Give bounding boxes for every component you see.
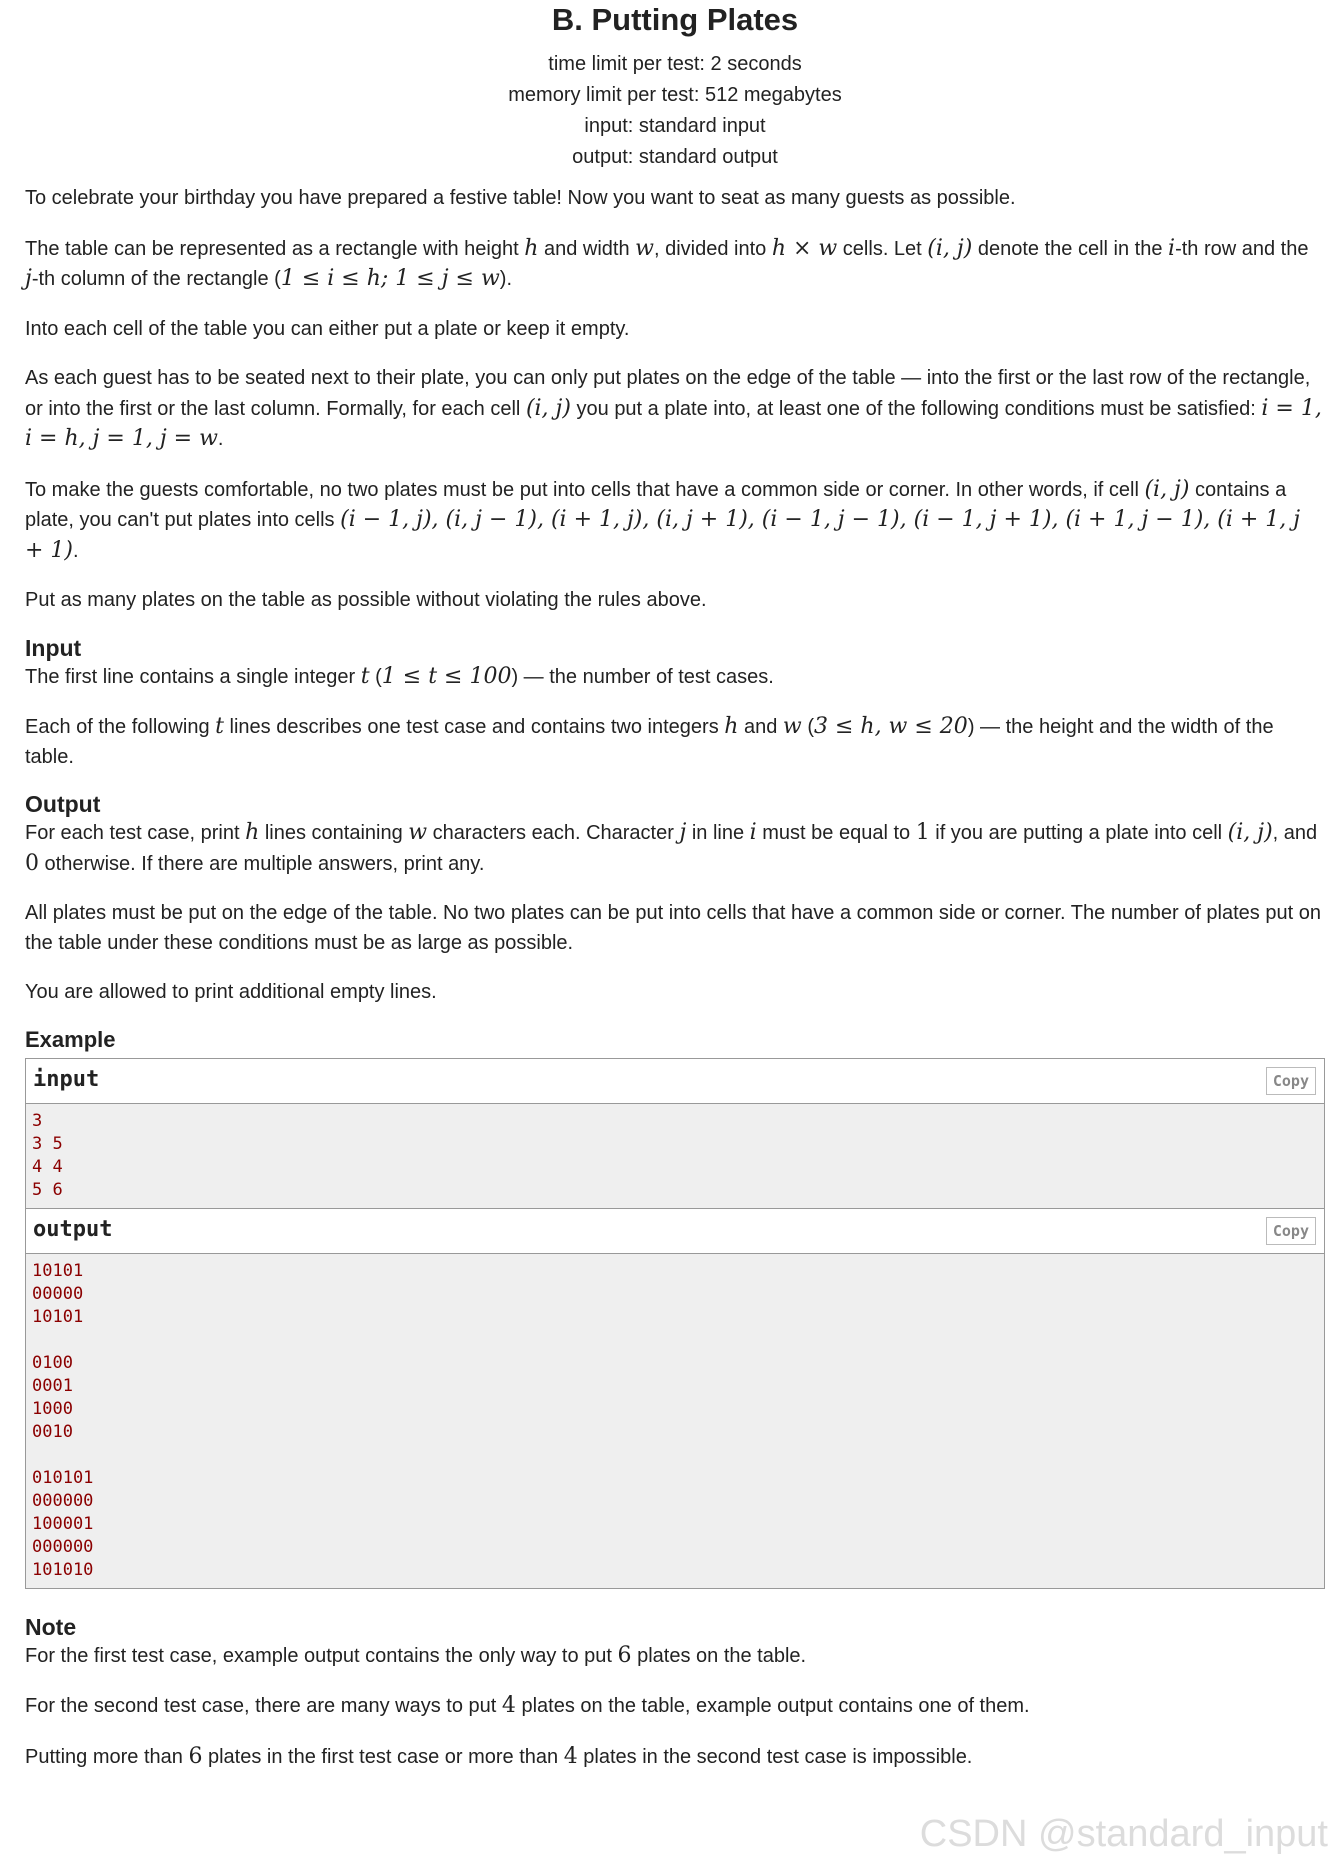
input-paragraph-2: Each of the following t lines describes one test case and contains two integers h and w (3 ≤ h, w ≤ 20) — the height and the width of the table. [25, 714, 1274, 768]
statement-paragraph-1: To celebrate your birthday you have prepared a festive table! Now you want to seat as many guests as possible. [25, 187, 1016, 209]
sample-output-line: 101010 [32, 1559, 94, 1580]
copy-input-button[interactable]: Copy [1266, 1067, 1316, 1095]
math-cell-ij: (i, j) [1144, 476, 1190, 502]
math-four: 4 [501, 1693, 516, 1718]
math-t: t [215, 714, 224, 739]
statement-paragraph-6: Put as many plates on the table as possible without violating the rules above. [25, 589, 707, 611]
input-paragraph-1: The first line contains a single integer t (1 ≤ t ≤ 100) — the number of test cases. [25, 663, 774, 689]
math-h: h [524, 235, 539, 261]
sample-output-line: 0100 [32, 1352, 73, 1373]
output-target: output: standard output [572, 146, 778, 168]
legend [25, 184, 1325, 616]
math-h: h [724, 714, 739, 739]
watermark: CSDN @standard_input [919, 1813, 1328, 1855]
sample-output-line: 0001 [32, 1375, 73, 1396]
input-source: input: standard input [584, 115, 766, 137]
sample-tests [25, 1026, 1325, 1589]
sample-output-line: 00000 [32, 1283, 84, 1304]
sample-output-line: 10101 [32, 1260, 84, 1281]
copy-output-button[interactable]: Copy [1266, 1217, 1316, 1245]
output-paragraph-2: All plates must be put on the edge of the table. No two plates can be put into cells that have a common side or corner. The number of plates put on the table under these conditions must be as large as possible. [25, 902, 1321, 954]
math-four: 4 [563, 1743, 578, 1769]
output-paragraph-3: You are allowed to print additional empty lines. [25, 981, 437, 1003]
output-paragraph-1: For each test case, print h lines containing w characters each. Character j in line i must be equal to 1 if you are putting a plate into cell (i, j), and 0 otherwise. If there are multiple answers, print any. [25, 820, 1318, 876]
sample-output-content [26, 1254, 1324, 1588]
note-paragraph-1: For the first test case, example output contains the only way to put 6 plates on the table. [25, 1642, 807, 1668]
example-title: Example [25, 1026, 116, 1052]
sample-test [25, 1058, 1325, 1589]
math-i: i [749, 820, 757, 845]
input-section-title: Input [25, 634, 82, 661]
sample-output-line: 010101 [32, 1467, 94, 1488]
math-j: j [679, 820, 687, 845]
sample-output-line: 000000 [32, 1490, 94, 1511]
sample-input-line: 3 5 [32, 1133, 63, 1154]
sample-output-label: output [33, 1216, 113, 1242]
math-w: w [782, 714, 802, 739]
sample-output-header [26, 1209, 1324, 1254]
sample-output-line: 0010 [32, 1421, 73, 1442]
math-h: h [245, 820, 260, 845]
sample-input-content [26, 1104, 1324, 1208]
sample-input [26, 1059, 1324, 1208]
problem-header [25, 0, 1325, 173]
math-j: j [25, 266, 32, 291]
problem-title: B. Putting Plates [551, 2, 799, 37]
input-specification [25, 634, 1325, 773]
sample-output [26, 1208, 1324, 1588]
problem-page [25, 0, 1325, 1792]
statement-paragraph-5: To make the guests comfortable, no two plates must be put into cells that have a common side or corner. In other words, if cell (i, j) contains a plate, you can't put plates into cells (i − 1, j), (i, j − 1), (i + 1, j), (i, j + 1), (i − 1, j − 1), (i − 1, j + 1), (i + 1, j − 1), (i + 1, j + 1). [25, 476, 1301, 563]
sample-output-line [32, 1329, 1318, 1352]
sample-output-line: 10101 [32, 1306, 84, 1327]
sample-output-line: 100001 [32, 1513, 94, 1534]
math-one: 1 [915, 820, 930, 845]
sample-input-label: input [33, 1066, 100, 1092]
note [25, 1613, 1325, 1773]
math-cell-ij: (i, j) [525, 395, 571, 421]
math-six: 6 [617, 1642, 632, 1668]
time-limit: time limit per test: 2 seconds [548, 53, 802, 75]
sample-input-line: 4 4 [32, 1156, 63, 1177]
sample-input-line: 5 6 [32, 1179, 63, 1200]
sample-output-line [32, 1444, 1318, 1467]
math-w: w [635, 235, 654, 261]
note-section-title: Note [25, 1613, 77, 1640]
sample-output-line: 000000 [32, 1536, 94, 1557]
sample-output-line: 1000 [32, 1398, 73, 1419]
output-section-title: Output [25, 791, 101, 817]
sample-input-line: 3 [32, 1110, 43, 1131]
math-cell-ij: (i, j) [1227, 820, 1273, 845]
math-edge-conditions: i = 1, i = h, j = 1, j = w [25, 395, 1322, 451]
math-h-times-w: h × w [771, 235, 838, 261]
math-hw-range: 3 ≤ h, w ≤ 20 [813, 714, 968, 739]
math-t-range: 1 ≤ t ≤ 100 [381, 663, 512, 689]
note-paragraph-3: Putting more than 6 plates in the first test case or more than 4 plates in the second test case is impossible. [25, 1743, 973, 1769]
problem-limits [25, 49, 1325, 173]
math-w: w [408, 820, 428, 845]
statement-paragraph-4: As each guest has to be seated next to their plate, you can only put plates on the edge of the table — into the first or the last row of the rectangle, or into the first or the last column. Formally, for each cell (i, j) you put a plate into, at least one of the following conditions must be satisfied: i = 1, i = h, j = 1, j = w. [25, 367, 1322, 451]
math-cell-ij: (i, j) [927, 235, 973, 261]
math-i: i [1168, 235, 1176, 261]
output-specification [25, 790, 1325, 1008]
math-six: 6 [188, 1743, 203, 1769]
statement-paragraph-2: The table can be represented as a rectangle with height h and width w, divided into h × w cells. Let (i, j) denote the cell in the i-th row and the j-th column of the rectangle (1 ≤ i ≤ h; 1 ≤ j ≤ w). [25, 235, 1309, 291]
sample-input-header [26, 1059, 1324, 1104]
math-neighbor-cells: (i − 1, j), (i, j − 1), (i + 1, j), (i, j + 1), (i − 1, j − 1), (i − 1, j + 1), (i + 1, j − 1), (i + 1, j + 1) [25, 507, 1301, 563]
math-range: 1 ≤ i ≤ h; 1 ≤ j ≤ w [280, 266, 500, 291]
memory-limit: memory limit per test: 512 megabytes [508, 84, 842, 106]
math-t: t [360, 663, 370, 689]
note-paragraph-2: For the second test case, there are many ways to put 4 plates on the table, example output contains one of them. [25, 1693, 1030, 1718]
math-zero: 0 [25, 850, 39, 876]
statement-paragraph-3: Into each cell of the table you can either put a plate or keep it empty. [25, 317, 630, 340]
